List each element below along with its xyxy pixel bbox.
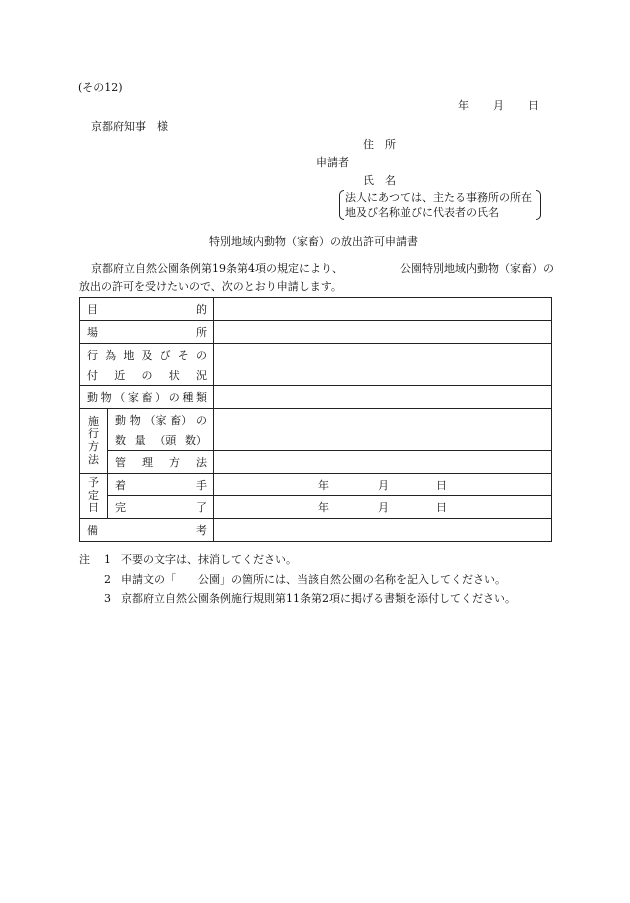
- application-table: [79, 297, 552, 542]
- field-count[interactable]: [214, 409, 552, 451]
- label-char: （頭: [154, 433, 177, 447]
- label-char: 的: [196, 303, 207, 316]
- note-number: 3: [104, 592, 111, 605]
- label-char: の: [195, 348, 207, 362]
- label-char: び: [159, 348, 171, 362]
- label-char: 予: [88, 476, 99, 490]
- label-char: の: [141, 368, 153, 382]
- applicant-label: 申請者: [316, 156, 349, 169]
- label-method-group: [80, 409, 108, 474]
- left-bracket: [339, 190, 344, 220]
- label-char: 付: [87, 368, 98, 382]
- label-start: [108, 474, 214, 496]
- row-start: [80, 474, 552, 496]
- form-number: (その12): [78, 81, 123, 94]
- label-char: 畜）: [170, 413, 193, 427]
- date-month-label: 月: [493, 99, 504, 112]
- intro-line2: 放出の許可を受けたいので、次のとおり申請します。: [79, 280, 342, 293]
- row-end: [80, 496, 552, 519]
- label-char: の: [168, 391, 180, 404]
- note-3: [79, 589, 516, 609]
- date-day-label: 日: [528, 99, 539, 112]
- end-month-label: 月: [378, 501, 389, 514]
- field-end-date[interactable]: [214, 496, 552, 519]
- label-char: 考: [196, 524, 207, 537]
- label-char: 地: [123, 348, 135, 362]
- label-char: 着: [115, 478, 126, 492]
- field-remarks[interactable]: [214, 519, 552, 542]
- addressee: 京都府知事 様: [91, 120, 168, 133]
- label-char: 近: [114, 368, 126, 382]
- label-species: [80, 386, 214, 409]
- label-char: そ: [177, 348, 189, 362]
- date-year-label: 年: [458, 99, 469, 112]
- note-number: 2: [104, 572, 111, 586]
- label-char: ）: [155, 391, 167, 404]
- label-char: の: [196, 413, 207, 427]
- row-purpose: [80, 298, 552, 321]
- label-char: 畜: [141, 391, 153, 404]
- label-char: 管: [115, 456, 126, 469]
- label-schedule-group: [80, 474, 108, 519]
- label-char: 物: [100, 391, 112, 404]
- label-site: [80, 344, 214, 386]
- name-label: 氏 名: [363, 174, 396, 187]
- label-char: 行: [87, 348, 98, 362]
- note-text: 申請文の「 公園」の箇所には、当該自然公園の名称を記入してください。: [121, 572, 506, 586]
- label-char: 法: [196, 456, 207, 469]
- label-count: [108, 409, 214, 451]
- start-year-label: 年: [318, 478, 329, 492]
- label-char: 家: [127, 391, 139, 404]
- row-management: [80, 451, 552, 474]
- label-char: 法: [88, 452, 99, 466]
- label-char: 況: [196, 368, 207, 382]
- label-char: （家: [144, 413, 167, 427]
- label-char: 方: [88, 440, 99, 453]
- label-char: 備: [87, 524, 98, 537]
- note-text: 京都府立自然公園条例施行規則第11条第2項に掲げる書類を添付してください。: [121, 592, 516, 605]
- note-1: [79, 550, 516, 570]
- field-management[interactable]: [214, 451, 552, 474]
- label-char: 物: [129, 413, 141, 427]
- label-char: 日: [88, 501, 99, 515]
- document-title: 特別地域内動物（家畜）の放出許可申請書: [209, 235, 418, 248]
- row-remarks: [80, 519, 552, 542]
- label-char: 所: [196, 326, 207, 339]
- label-management: [108, 451, 214, 474]
- label-char: 数）: [184, 433, 207, 447]
- end-day-label: 日: [436, 501, 447, 514]
- label-char: 数: [115, 433, 126, 447]
- label-char: 目: [87, 303, 98, 316]
- row-count: [80, 409, 552, 451]
- field-place[interactable]: [214, 321, 552, 344]
- notes-prefix: 注: [79, 553, 90, 566]
- label-char: 定: [88, 488, 99, 502]
- label-char: 為: [105, 348, 117, 362]
- note-text: 不要の文字は、抹消してください。: [121, 553, 297, 566]
- end-year-label: 年: [318, 501, 329, 514]
- label-char: 手: [196, 478, 207, 492]
- label-end: [108, 496, 214, 519]
- row-species: [80, 386, 552, 409]
- label-char: 種: [182, 391, 194, 404]
- label-remarks: [80, 519, 214, 542]
- intro-line1-right: 公園特別地域内動物（家畜）の: [400, 262, 554, 275]
- corp-note-line2: 地及び名称並びに代表者の氏名: [345, 206, 499, 219]
- note-2: [79, 570, 516, 590]
- label-char: 量: [134, 433, 146, 447]
- label-char: 状: [168, 368, 180, 382]
- address-label: 住 所: [363, 138, 396, 151]
- label-char: （: [114, 391, 126, 404]
- start-day-label: 日: [436, 478, 447, 492]
- row-site: [80, 344, 552, 386]
- label-char: 了: [196, 501, 207, 514]
- label-purpose: [80, 298, 214, 321]
- corp-note-line1: 法人にあつては、主たる事務所の所在: [345, 191, 532, 204]
- label-char: 動: [87, 391, 98, 404]
- start-month-label: 月: [378, 478, 389, 492]
- field-purpose[interactable]: [214, 298, 552, 321]
- label-char: 施: [88, 414, 99, 428]
- field-species[interactable]: [214, 386, 552, 409]
- notes: [79, 550, 516, 609]
- label-char: 類: [196, 391, 207, 404]
- note-number: 1: [104, 553, 111, 566]
- label-char: 場: [87, 326, 98, 339]
- label-char: 理: [142, 456, 153, 469]
- label-char: 完: [115, 501, 126, 514]
- right-bracket: [536, 190, 541, 220]
- field-site[interactable]: [214, 344, 552, 386]
- intro-line1-left: 京都府立自然公園条例第19条第4項の規定により、: [91, 262, 343, 275]
- field-start-date[interactable]: [214, 474, 552, 496]
- label-char: 方: [169, 456, 180, 469]
- label-char: 行: [88, 427, 99, 441]
- label-char: 動: [115, 413, 126, 427]
- row-place: [80, 321, 552, 344]
- label-place: [80, 321, 214, 344]
- label-char: 及: [141, 348, 153, 362]
